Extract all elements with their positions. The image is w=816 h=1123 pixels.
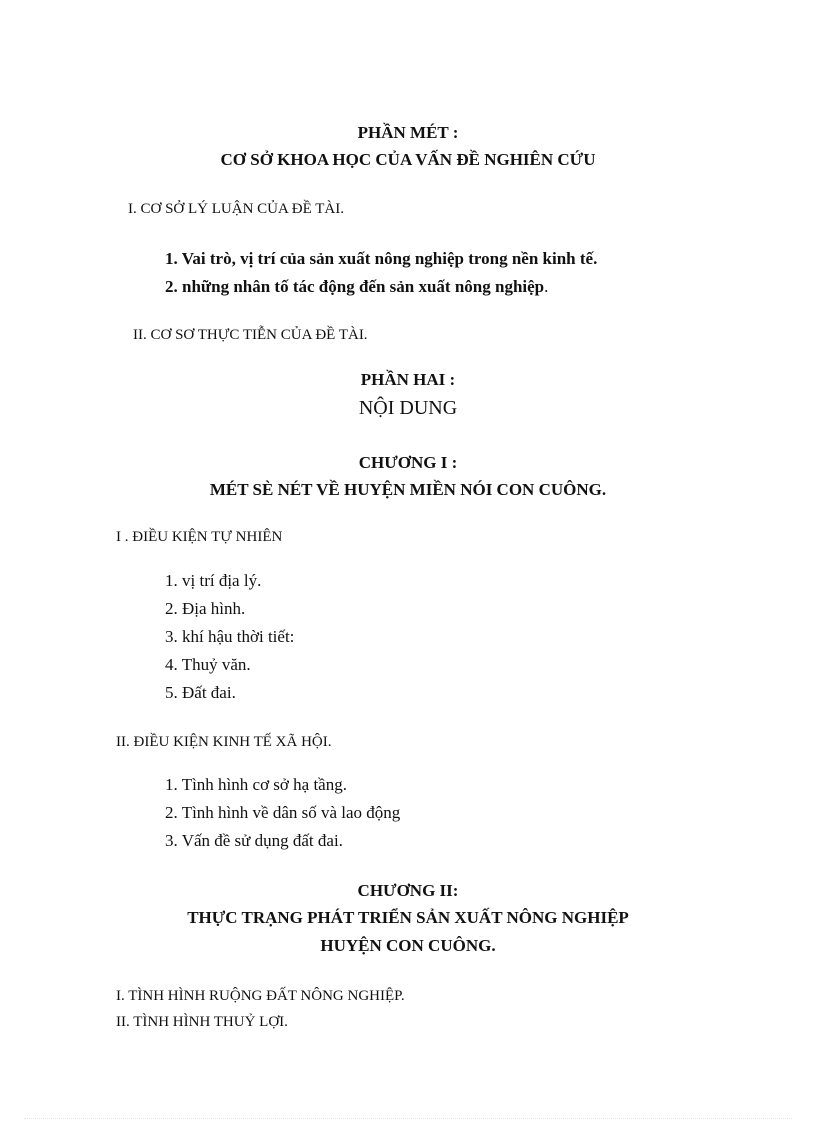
chapter2-section-ii: II. TÌNH HÌNH THUỶ LỢI. <box>116 1014 288 1030</box>
chapter2-section-i: I. TÌNH HÌNH RUỘNG ĐẤT NÔNG NGHIỆP. <box>116 988 405 1004</box>
chapter2-subtitle-line1: THỰC TRẠNG PHÁT TRIỂN SẢN XUẤT NÔNG NGHIỆP <box>187 908 629 927</box>
natural-item-4: 4. Thuỷ văn. <box>165 655 251 674</box>
natural-item-3: 3. khí hậu thời tiết: <box>165 627 295 646</box>
natural-item-1: 1. vị trí địa lý. <box>165 571 262 590</box>
page-bottom-divider <box>24 1118 792 1119</box>
part1-subtitle: CƠ SỞ KHOA HỌC CỦA VẤN ĐỀ NGHIÊN CỨU <box>220 150 596 169</box>
part1-title: PHẦN MÉT : <box>357 123 459 142</box>
part1-item-2-text: 2. những nhân tố tác động đến sản xuất nông nghiệp <box>165 277 545 296</box>
chapter2-subtitle-line2: HUYỆN CON CUÔNG. <box>320 936 496 955</box>
chapter2-title: CHƯƠNG II: <box>357 881 459 900</box>
chapter1-subtitle: MÉT SÈ NÉT VỀ HUYỆN MIỀN NÓI CON CUÔNG. <box>209 480 607 499</box>
natural-item-5: 5. Đất đai. <box>165 683 236 702</box>
part1-section-ii: II. CƠ SƠ THỰC TIỄN CỦA ĐỀ TÀI. <box>133 327 368 343</box>
chapter1-title: CHƯƠNG I : <box>358 453 458 472</box>
part1-item-2-period: . <box>544 277 549 296</box>
part1-item-1: 1. Vai trò, vị trí của sản xuất nông nghiệp trong nền kinh tế. <box>165 249 598 268</box>
part2-title: PHẦN HAI : <box>360 370 456 389</box>
socio-item-3: 3. Vấn đề sử dụng đất đai. <box>165 831 343 850</box>
socio-item-2: 2. Tình hình về dân số và lao động <box>165 803 401 822</box>
socio-item-1: 1. Tình hình cơ sở hạ tầng. <box>165 775 347 794</box>
chapter1-section-ii: II. ĐIỀU KIỆN KINH TẾ XÃ HỘI. <box>116 734 332 750</box>
part1-item-2 <box>165 278 548 295</box>
natural-item-2: 2. Địa hình. <box>165 599 246 618</box>
part2-subtitle: NỘI DUNG <box>358 397 458 419</box>
part1-section-i: I. CƠ SỞ LÝ LUẬN CỦA ĐỀ TÀI. <box>128 201 344 217</box>
chapter1-section-i: I . ĐIỀU KIỆN TỰ NHIÊN <box>116 529 283 545</box>
